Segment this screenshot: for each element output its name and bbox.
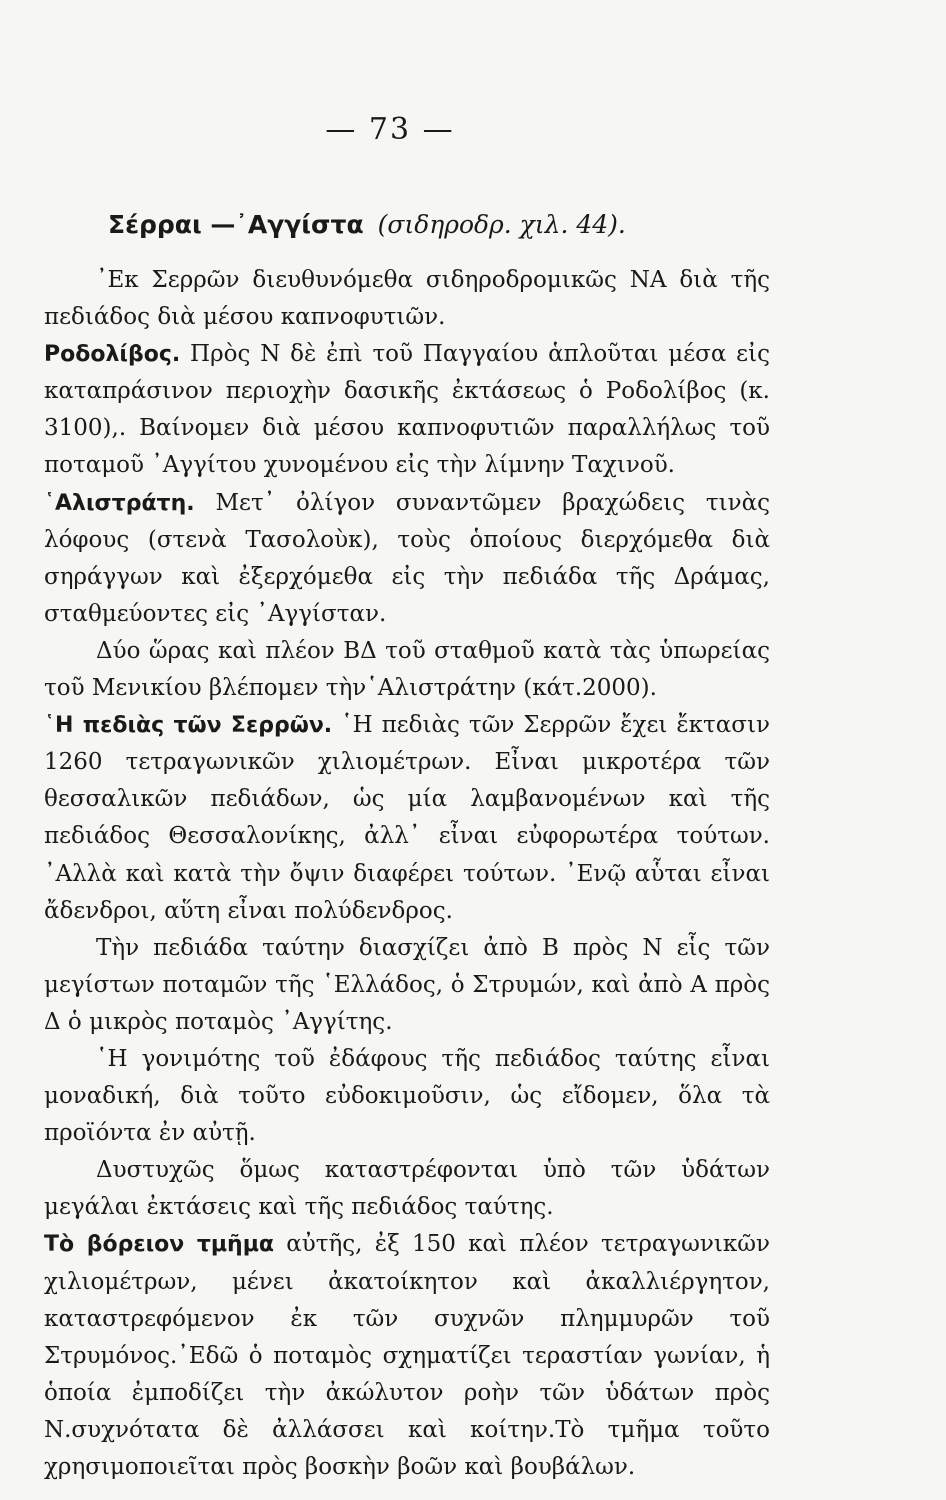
paragraph bbox=[44, 633, 770, 707]
paragraph bbox=[44, 707, 770, 930]
paragraph-lead: ῾Αλιστράτη. bbox=[44, 490, 195, 516]
paragraph-text: Τὴν πεδιάδα ταύτην διασχίζει ἀπὸ Β πρὸς Ν εἷς τῶν μεγίστων ποταμῶν τῆς ῾Ελλάδος, ὁ Στρυμών, καὶ ἀπὸ Α πρὸς Δ ὁ μικρὸς ποταμὸς ᾽Αγγίτης. bbox=[44, 934, 770, 1035]
paragraph-text: ῾Η πεδιὰς τῶν Σερρῶν ἔχει ἔκτασιν 1260 τετραγωνικῶν χιλιομέτρων. Εἶναι μικροτέρα τῶν θεσσαλικῶν πεδιάδων, ὡς μία λαμβανομένων καὶ τῆς πεδιάδος Θεσσαλονίκης, ἀλλ᾽ εἶναι εὐφορωτέρα τούτων. ᾽Αλλὰ καὶ κατὰ τὴν ὄψιν διαφέρει τούτων. ᾽Ενῷ αὗται εἶναι ἄδενδροι, αὕτη εἶναι πολύδενδρος. bbox=[44, 712, 771, 924]
paragraph-text: Μετ᾽ ὀλίγον συναντῶμεν βραχώδεις τινὰς λόφους (στενὰ Τασολοὺκ), τοὺς ὁποίους διερχόμεθα διὰ σηράγγων καὶ ἐξερχόμεθα εἰς τὴν πεδιάδα τῆς Δράμας, σταθμεύοντες εἰς ᾽Αγγίσταν. bbox=[44, 489, 770, 627]
heading-route: Σέρραι —᾽Αγγίστα bbox=[108, 210, 364, 239]
page-number: — 73 — bbox=[325, 112, 455, 147]
body-text bbox=[44, 262, 770, 1486]
paragraph-text: Πρὸς Ν δὲ ἐπὶ τοῦ Παγγαίου ἁπλοῦται μέσα εἰς καταπράσινον περιοχὴν δασικῆς ἐκτάσεως ὁ Ροδολίβος (κ. 3100),. Βαίνομεν διὰ μέσου καπνοφυτιῶν παραλλήλως τοῦ ποταμοῦ ᾽Αγγίτου χυνομένου εἰς τὴν λίμνην Ταχινοῦ. bbox=[44, 341, 770, 479]
paragraph-lead: Τὸ βόρειον τμῆμα bbox=[44, 1232, 275, 1258]
paragraph-lead: Ροδολίβος. bbox=[44, 342, 181, 368]
paragraph-text: ῾Η γονιμότης τοῦ ἐδάφους τῆς πεδιάδος ταύτης εἶναι μοναδική, διὰ τοῦτο εὐδοκιμοῦσιν, ὡς εἴδομεν, ὅλα τὰ προϊόντα ἐν αὐτῇ. bbox=[44, 1045, 770, 1147]
paragraph bbox=[44, 262, 770, 336]
paragraph bbox=[44, 1226, 770, 1486]
paragraph-text: Δύο ὥρας καὶ πλέον ΒΔ τοῦ σταθμοῦ κατὰ τὰς ὑπωρείας τοῦ Μενικίου βλέπομεν τὴν῾Αλιστράτην (κάτ.2000). bbox=[44, 637, 770, 702]
paragraph bbox=[44, 485, 770, 633]
heading-note: (σιδηροδρ. χιλ. 44). bbox=[377, 210, 626, 239]
paragraph bbox=[44, 336, 770, 484]
paragraph bbox=[44, 1152, 770, 1226]
paragraph-text: ᾽Εκ Σερρῶν διευθυνόμεθα σιδηροδρομικῶς ΝΑ διὰ τῆς πεδιάδος διὰ μέσου καπνοφυτιῶν. bbox=[44, 267, 770, 331]
paragraph bbox=[44, 930, 770, 1041]
paragraph-lead: ῾Η πεδιὰς τῶν Σερρῶν. bbox=[44, 713, 333, 739]
paragraph-text: Δυστυχῶς ὅμως καταστρέφονται ὑπὸ τῶν ὑδάτων μεγάλαι ἐκτάσεις καὶ τῆς πεδιάδος ταύτης. bbox=[44, 1157, 770, 1221]
section-heading bbox=[108, 210, 788, 239]
paragraph bbox=[44, 1041, 770, 1152]
paragraph-text: αὐτῆς, ἐξ 150 καὶ πλέον τετραγωνικῶν χιλιομέτρων, μένει ἀκατοίκητον καὶ ἀκαλλιέργητον, καταστρεφόμενον ἐκ τῶν συχνῶν πλημμυρῶν τοῦ Στρυμόνος.᾽Εδῶ ὁ ποταμὸς σχηματίζει τεραστίαν γωνίαν, ἡ ὁποία ἐμποδίζει τὴν ἀκώλυτον ροὴν τῶν ὑδάτων πρὸς Ν.συχνότατα δὲ ἀλλάσσει καὶ κοίτην.Τὸ τμῆμα τοῦτο χρησιμοποιεῖται πρὸς βοσκὴν βοῶν καὶ βουβάλων. bbox=[44, 1231, 770, 1480]
